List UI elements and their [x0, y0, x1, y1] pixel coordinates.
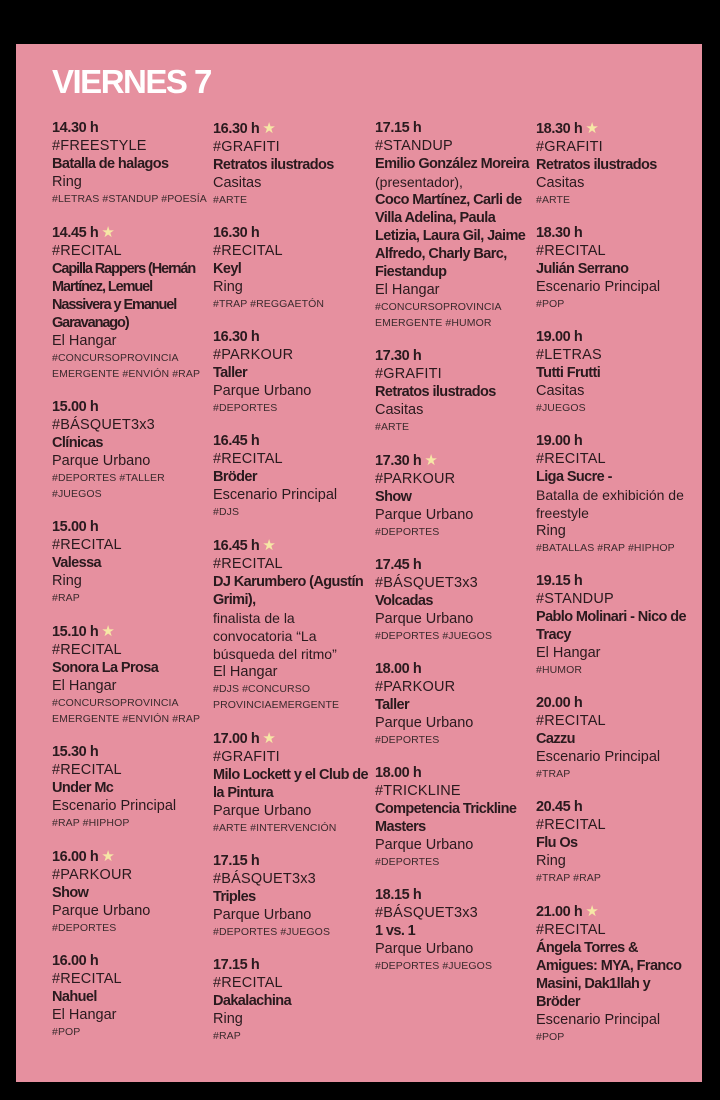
event-name: Keyl [213, 261, 242, 277]
event-item [536, 329, 694, 416]
event-categories: #ARTE #INTERVENCIÓN [213, 822, 337, 834]
event-time: 17.15 h [213, 957, 260, 973]
event-venue: Parque Urbano [375, 715, 474, 731]
event-categories: #POP [52, 1026, 81, 1038]
event-item [213, 730, 371, 836]
event-time: 20.00 h [536, 695, 583, 711]
event-venue: Ring [213, 279, 243, 295]
event-categories: #TRAP #REGGAETÓN [213, 298, 325, 310]
event-name: Sonora La Prosa [52, 660, 159, 676]
event-tag: #PARKOUR [375, 471, 456, 487]
event-tag: #RECITAL [536, 817, 606, 833]
page-title: VIERNES 7 [52, 63, 211, 100]
event-venue: El Hangar [52, 678, 117, 694]
event-time: 17.15 h [213, 853, 260, 869]
star-icon: ★ [424, 452, 438, 469]
event-name: DJ Karumbero (Agustín Grimi), [213, 574, 364, 608]
event-categories: #DEPORTES #JUEGOS [213, 926, 331, 938]
event-item [213, 957, 371, 1044]
event-tag: #GRAFITI [213, 139, 280, 155]
event-item [375, 765, 533, 870]
event-item [213, 225, 371, 312]
event-tag: #RECITAL [536, 243, 606, 259]
event-item [536, 225, 694, 312]
event-time-row [213, 329, 371, 346]
event-time-row [52, 953, 210, 970]
event-item [536, 903, 694, 1045]
event-time: 20.45 h [536, 799, 583, 815]
event-time: 15.00 h [52, 519, 99, 535]
schedule-column-4 [536, 120, 694, 1062]
event-item [375, 452, 533, 540]
event-name: Capilla Rappers (Hernán Martínez, Lemuel Nassivera y Emanuel Garavanago) [52, 261, 196, 331]
star-icon: ★ [101, 224, 115, 241]
event-time-row [375, 120, 533, 137]
event-categories: #DEPORTES #JUEGOS [375, 960, 493, 972]
event-tag: #RECITAL [52, 642, 122, 658]
event-venue: Ring [536, 853, 566, 869]
event-item [52, 120, 210, 207]
event-venue: Parque Urbano [375, 837, 474, 853]
event-venue: Ring [213, 1011, 243, 1027]
event-name: Taller [213, 365, 248, 381]
event-time-row [536, 329, 694, 346]
event-categories: #DEPORTES [375, 526, 440, 538]
event-tag: #RECITAL [213, 975, 283, 991]
event-name: 1 vs. 1 [375, 923, 416, 939]
schedule-column-2 [213, 120, 371, 1061]
event-categories: #DEPORTES [375, 856, 440, 868]
star-icon: ★ [101, 848, 115, 865]
star-icon: ★ [585, 903, 599, 920]
event-item [375, 557, 533, 644]
event-name: Batalla de halagos [52, 156, 169, 172]
event-name: Triples [213, 889, 256, 905]
schedule-column-3 [375, 120, 533, 991]
event-time: 14.45 h [52, 225, 99, 241]
event-time-row [536, 433, 694, 450]
event-description: Batalla de exhibición de freestyle [536, 487, 684, 521]
event-venue: Parque Urbano [375, 611, 474, 627]
event-tag: #GRAFITI [375, 366, 442, 382]
event-time-row [536, 573, 694, 590]
event-name: Volcadas [375, 593, 433, 609]
event-name: Liga Sucre - [536, 469, 612, 485]
event-time-row [213, 537, 371, 555]
event-name: Show [52, 885, 89, 901]
event-categories: #DEPORTES #TALLER #JUEGOS [52, 472, 165, 500]
event-item [536, 799, 694, 886]
event-item [536, 433, 694, 556]
event-venue: Parque Urbano [213, 383, 312, 399]
event-name: Taller [375, 697, 410, 713]
event-time: 16.45 h [213, 538, 260, 554]
event-time: 15.10 h [52, 624, 99, 640]
event-time: 18.00 h [375, 661, 422, 677]
event-name: Nahuel [52, 989, 97, 1005]
star-icon: ★ [101, 623, 115, 640]
event-item [375, 348, 533, 435]
event-time-row [375, 452, 533, 470]
event-time: 21.00 h [536, 904, 583, 920]
event-time-row [213, 225, 371, 242]
event-venue: Casitas [375, 402, 424, 418]
event-time: 17.15 h [375, 120, 422, 136]
event-time: 16.30 h [213, 225, 260, 241]
event-time-row [213, 957, 371, 974]
event-venue: Parque Urbano [52, 903, 151, 919]
event-venue: Escenario Principal [536, 1012, 661, 1028]
event-time-row [536, 120, 694, 138]
event-venue: Casitas [536, 175, 585, 191]
event-categories: #DEPORTES [52, 922, 117, 934]
schedule-column-1 [52, 120, 210, 1057]
event-item [213, 120, 371, 208]
event-venue: Parque Urbano [375, 507, 474, 523]
event-item [536, 695, 694, 782]
event-categories: #TRAP #RAP [536, 872, 601, 884]
event-venue: El Hangar [52, 333, 117, 349]
event-tag: #RECITAL [536, 713, 606, 729]
event-categories: #LETRAS #STANDUP #POESÍA [52, 193, 207, 205]
event-time: 18.15 h [375, 887, 422, 903]
event-venue: Parque Urbano [213, 907, 312, 923]
event-time-row [375, 887, 533, 904]
event-venue: Parque Urbano [52, 453, 151, 469]
event-item [213, 433, 371, 520]
event-categories: #ARTE [375, 421, 410, 433]
event-tag: #RECITAL [52, 971, 122, 987]
event-tag: #GRAFITI [213, 749, 280, 765]
event-time-row [52, 120, 210, 137]
event-time: 15.30 h [52, 744, 99, 760]
event-venue: El Hangar [52, 1007, 117, 1023]
event-categories: #POP [536, 298, 565, 310]
event-name: Retratos ilustrados [536, 157, 657, 173]
event-tag: #RECITAL [52, 243, 122, 259]
event-time-row [52, 519, 210, 536]
event-tag: #RECITAL [52, 537, 122, 553]
event-categories: #CONCURSOPROVINCIA EMERGENTE #HUMOR [375, 301, 502, 329]
event-item [536, 573, 694, 678]
event-tag: #PARKOUR [52, 867, 133, 883]
event-tag: #RECITAL [536, 451, 606, 467]
event-item [52, 623, 210, 727]
event-categories: #DJS [213, 506, 240, 518]
event-categories: #DJS #CONCURSO PROVINCIAEMERGENTE [213, 683, 340, 711]
event-tag: #TRICKLINE [375, 783, 461, 799]
event-categories: #ARTE [213, 194, 248, 206]
event-name: Valessa [52, 555, 102, 571]
event-item [375, 120, 533, 331]
event-venue: Ring [52, 573, 82, 589]
event-tag: #LETRAS [536, 347, 602, 363]
event-venue: El Hangar [375, 282, 440, 298]
star-icon: ★ [585, 120, 599, 137]
event-item [52, 399, 210, 502]
event-time: 16.45 h [213, 433, 260, 449]
event-tag: #STANDUP [375, 138, 453, 154]
event-time-row [536, 695, 694, 712]
event-venue: El Hangar [536, 645, 601, 661]
star-icon: ★ [262, 120, 276, 137]
event-name: Competencia Trickline Masters [375, 801, 517, 835]
event-name: Under Mc [52, 780, 114, 796]
event-time: 16.00 h [52, 849, 99, 865]
event-categories: #DEPORTES [375, 734, 440, 746]
event-venue: El Hangar [213, 664, 278, 680]
event-name: Clínicas [52, 435, 103, 451]
event-time: 17.30 h [375, 348, 422, 364]
event-categories: #CONCURSOPROVINCIA EMERGENTE #ENVIÓN #RAP [52, 697, 201, 725]
event-venue: Casitas [536, 383, 585, 399]
event-time-row [536, 799, 694, 816]
event-categories: #DEPORTES #JUEGOS [375, 630, 493, 642]
event-tag: #FREESTYLE [52, 138, 147, 154]
event-name: Bröder [213, 469, 257, 485]
event-tag: #RECITAL [213, 451, 283, 467]
event-item [52, 224, 210, 382]
event-time-row [213, 120, 371, 138]
event-tag: #RECITAL [52, 762, 122, 778]
event-item [375, 661, 533, 748]
event-time: 17.45 h [375, 557, 422, 573]
event-item [375, 887, 533, 974]
event-time-row [375, 348, 533, 365]
event-categories: #RAP [52, 592, 80, 604]
event-name: Cazzu [536, 731, 575, 747]
event-tag: #BÁSQUET3x3 [375, 575, 478, 591]
event-time: 18.00 h [375, 765, 422, 781]
event-tag: #RECITAL [213, 556, 283, 572]
event-tag: #BÁSQUET3x3 [375, 905, 478, 921]
event-time-row [52, 399, 210, 416]
event-description: (presentador), [375, 174, 463, 190]
event-item [52, 519, 210, 606]
event-name: Ángela Torres & Amigues: MYA, Franco Masini, Dak1llah y Bröder [536, 940, 682, 1010]
event-tag: #RECITAL [213, 243, 283, 259]
event-item [213, 537, 371, 713]
event-time-row [213, 433, 371, 450]
event-venue: Escenario Principal [536, 279, 661, 295]
event-time: 18.30 h [536, 121, 583, 137]
event-time: 15.00 h [52, 399, 99, 415]
event-item [536, 120, 694, 208]
event-time: 16.00 h [52, 953, 99, 969]
event-name: Dakalachina [213, 993, 292, 1009]
event-tag: #GRAFITI [536, 139, 603, 155]
event-tag: #PARKOUR [213, 347, 294, 363]
event-categories: #RAP #HIPHOP [52, 817, 130, 829]
event-categories: #BATALLAS #RAP #HIPHOP [536, 542, 675, 554]
event-time-row [213, 730, 371, 748]
event-name: Emilio González Moreira [375, 156, 529, 172]
event-item [52, 953, 210, 1040]
event-venue: Escenario Principal [213, 487, 338, 503]
star-icon: ★ [262, 537, 276, 554]
event-item [213, 853, 371, 940]
event-tag: #BÁSQUET3x3 [213, 871, 316, 887]
event-time: 14.30 h [52, 120, 99, 136]
event-name: Pablo Molinari - Nico de Tracy [536, 609, 686, 643]
event-item [52, 744, 210, 831]
event-time: 17.30 h [375, 453, 422, 469]
event-time: 19.00 h [536, 329, 583, 345]
star-icon: ★ [262, 730, 276, 747]
event-tag: #RECITAL [536, 922, 606, 938]
event-time: 18.30 h [536, 225, 583, 241]
event-name: Julián Serrano [536, 261, 629, 277]
event-time-row [52, 224, 210, 242]
event-time-row [52, 623, 210, 641]
event-time-row [536, 225, 694, 242]
event-name: Tutti Frutti [536, 365, 601, 381]
event-categories: #RAP [213, 1030, 241, 1042]
event-time: 17.00 h [213, 731, 260, 747]
event-categories: #POP [536, 1031, 565, 1043]
event-categories: #CONCURSOPROVINCIA EMERGENTE #ENVIÓN #RAP [52, 352, 201, 380]
event-item [52, 848, 210, 936]
event-venue: Parque Urbano [213, 803, 312, 819]
event-description: finalista de la convocatoria “La búsqueda del ritmo” [213, 610, 337, 662]
event-time-row [375, 661, 533, 678]
event-venue: Casitas [213, 175, 262, 191]
event-time-row [375, 557, 533, 574]
event-venue: Escenario Principal [536, 749, 661, 765]
event-categories: #JUEGOS [536, 402, 586, 414]
event-time-row [536, 903, 694, 921]
event-name: Milo Lockett y el Club de la Pintura [213, 767, 368, 801]
event-time: 19.00 h [536, 433, 583, 449]
event-time: 16.30 h [213, 121, 260, 137]
event-categories: #DEPORTES [213, 402, 278, 414]
event-categories: #TRAP [536, 768, 571, 780]
event-name-continued: Coco Martínez, Carli de Villa Adelina, Paula Letizia, Laura Gil, Jaime Alfredo, Charly Barc, Fiestandup [375, 192, 526, 280]
event-tag: #STANDUP [536, 591, 614, 607]
event-name: Retratos ilustrados [375, 384, 496, 400]
event-name: Flu Os [536, 835, 578, 851]
event-venue: Ring [536, 523, 566, 539]
event-categories: #ARTE [536, 194, 571, 206]
event-time: 16.30 h [213, 329, 260, 345]
event-name: Show [375, 489, 412, 505]
event-categories: #HUMOR [536, 664, 583, 676]
event-item [213, 329, 371, 416]
event-venue: Parque Urbano [375, 941, 474, 957]
event-time-row [213, 853, 371, 870]
event-venue: Escenario Principal [52, 798, 177, 814]
event-time: 19.15 h [536, 573, 583, 589]
event-tag: #BÁSQUET3x3 [52, 417, 155, 433]
event-time-row [52, 848, 210, 866]
event-time-row [52, 744, 210, 761]
event-time-row [375, 765, 533, 782]
event-venue: Ring [52, 174, 82, 190]
event-tag: #PARKOUR [375, 679, 456, 695]
event-name: Retratos ilustrados [213, 157, 334, 173]
